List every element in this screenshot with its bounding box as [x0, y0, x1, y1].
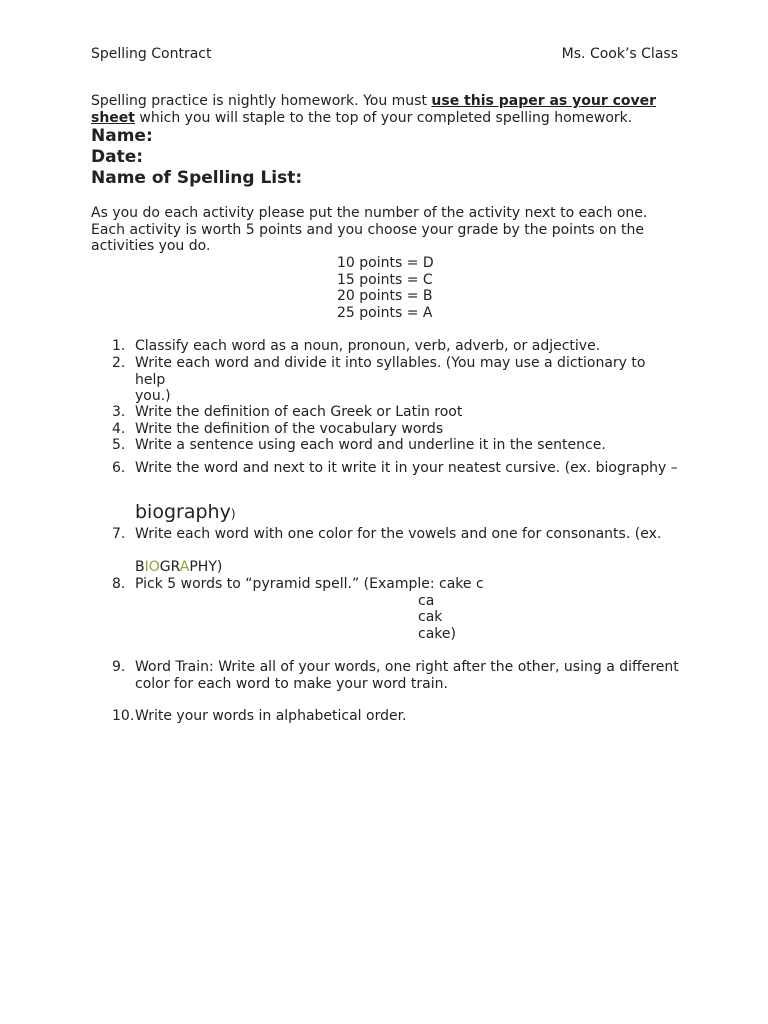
item-text: Write a sentence using each word and underline it in the sentence.	[135, 437, 606, 453]
item-text: Write each word with one color for the vowels and one for consonants. (ex.	[135, 526, 662, 542]
consonant-segment: PHY	[189, 559, 217, 575]
pyramid-line: ca	[418, 593, 435, 609]
name-label: Name:	[91, 126, 153, 146]
item-text: Classify each word as a noun, pronoun, verb, adverb, or adjective.	[135, 338, 601, 354]
vowel-segment: IO	[144, 559, 160, 575]
item-number: 8.	[112, 576, 126, 592]
item-text-continued: you.)	[135, 388, 171, 404]
intro-text-1: Spelling practice is nightly homework. You must	[91, 93, 432, 109]
document-title: Spelling Contract	[91, 46, 212, 62]
vowel-segment: A	[179, 559, 190, 575]
consonant-segment: B	[135, 559, 145, 575]
cursive-word: biography	[135, 501, 231, 523]
item-text: Write the definition of each Greek or Latin root	[135, 404, 463, 420]
item-number: 3.	[112, 404, 126, 420]
grade-line: 10 points = D	[337, 255, 434, 271]
item-number: 7.	[112, 526, 126, 542]
color-example	[135, 559, 680, 576]
intro-emphasis: use this paper as your cover sheet	[91, 93, 657, 126]
item-number: 6.	[112, 460, 126, 476]
grade-line: 15 points = C	[337, 271, 433, 288]
item-text: Write the word and next to it write it in your neatest cursive. (ex. biography –	[135, 460, 678, 476]
item-text: Word Train: Write all of your words, one right after the other, using a different color for each word to make your word train.	[135, 659, 679, 692]
item-text: Write your words in alphabetical order.	[135, 708, 407, 724]
student-fields	[91, 126, 302, 189]
consonant-segment: GR	[159, 559, 180, 575]
example-close: )	[216, 559, 223, 575]
item-text: Pick 5 words to “pyramid spell.” (Example: cake c	[135, 576, 484, 592]
grade-line: 20 points = B	[337, 288, 433, 304]
cursive-example	[135, 501, 680, 523]
item-number: 10.	[112, 708, 135, 724]
item-text: Write the definition of the vocabulary words	[135, 421, 444, 437]
item-number: 2.	[112, 355, 126, 371]
item-text: Write each word and divide it into syllables. (You may use a dictionary to help	[135, 355, 646, 388]
intro-paragraph	[91, 93, 671, 126]
item-number: 4.	[112, 421, 126, 437]
pyramid-line: cake)	[418, 626, 456, 642]
item-number: 5.	[112, 437, 126, 453]
grade-line: 25 points = A	[337, 304, 433, 321]
instructions-paragraph: As you do each activity please put the number of the activity next to each one. Each activity is worth 5 points and you choose your grade by the points on the activities you do.	[91, 205, 648, 254]
class-name: Ms. Cook’s Class	[561, 46, 678, 62]
date-label: Date:	[91, 147, 144, 167]
intro-text-2: which you will staple to the top of your completed spelling homework.	[134, 109, 633, 126]
item-number: 9.	[112, 659, 126, 675]
grade-scale	[337, 255, 434, 321]
pyramid-line: cak	[418, 609, 443, 625]
spelling-list-label: Name of Spelling List:	[91, 168, 303, 188]
item-number: 1.	[112, 338, 126, 354]
cursive-close: )	[230, 507, 236, 521]
